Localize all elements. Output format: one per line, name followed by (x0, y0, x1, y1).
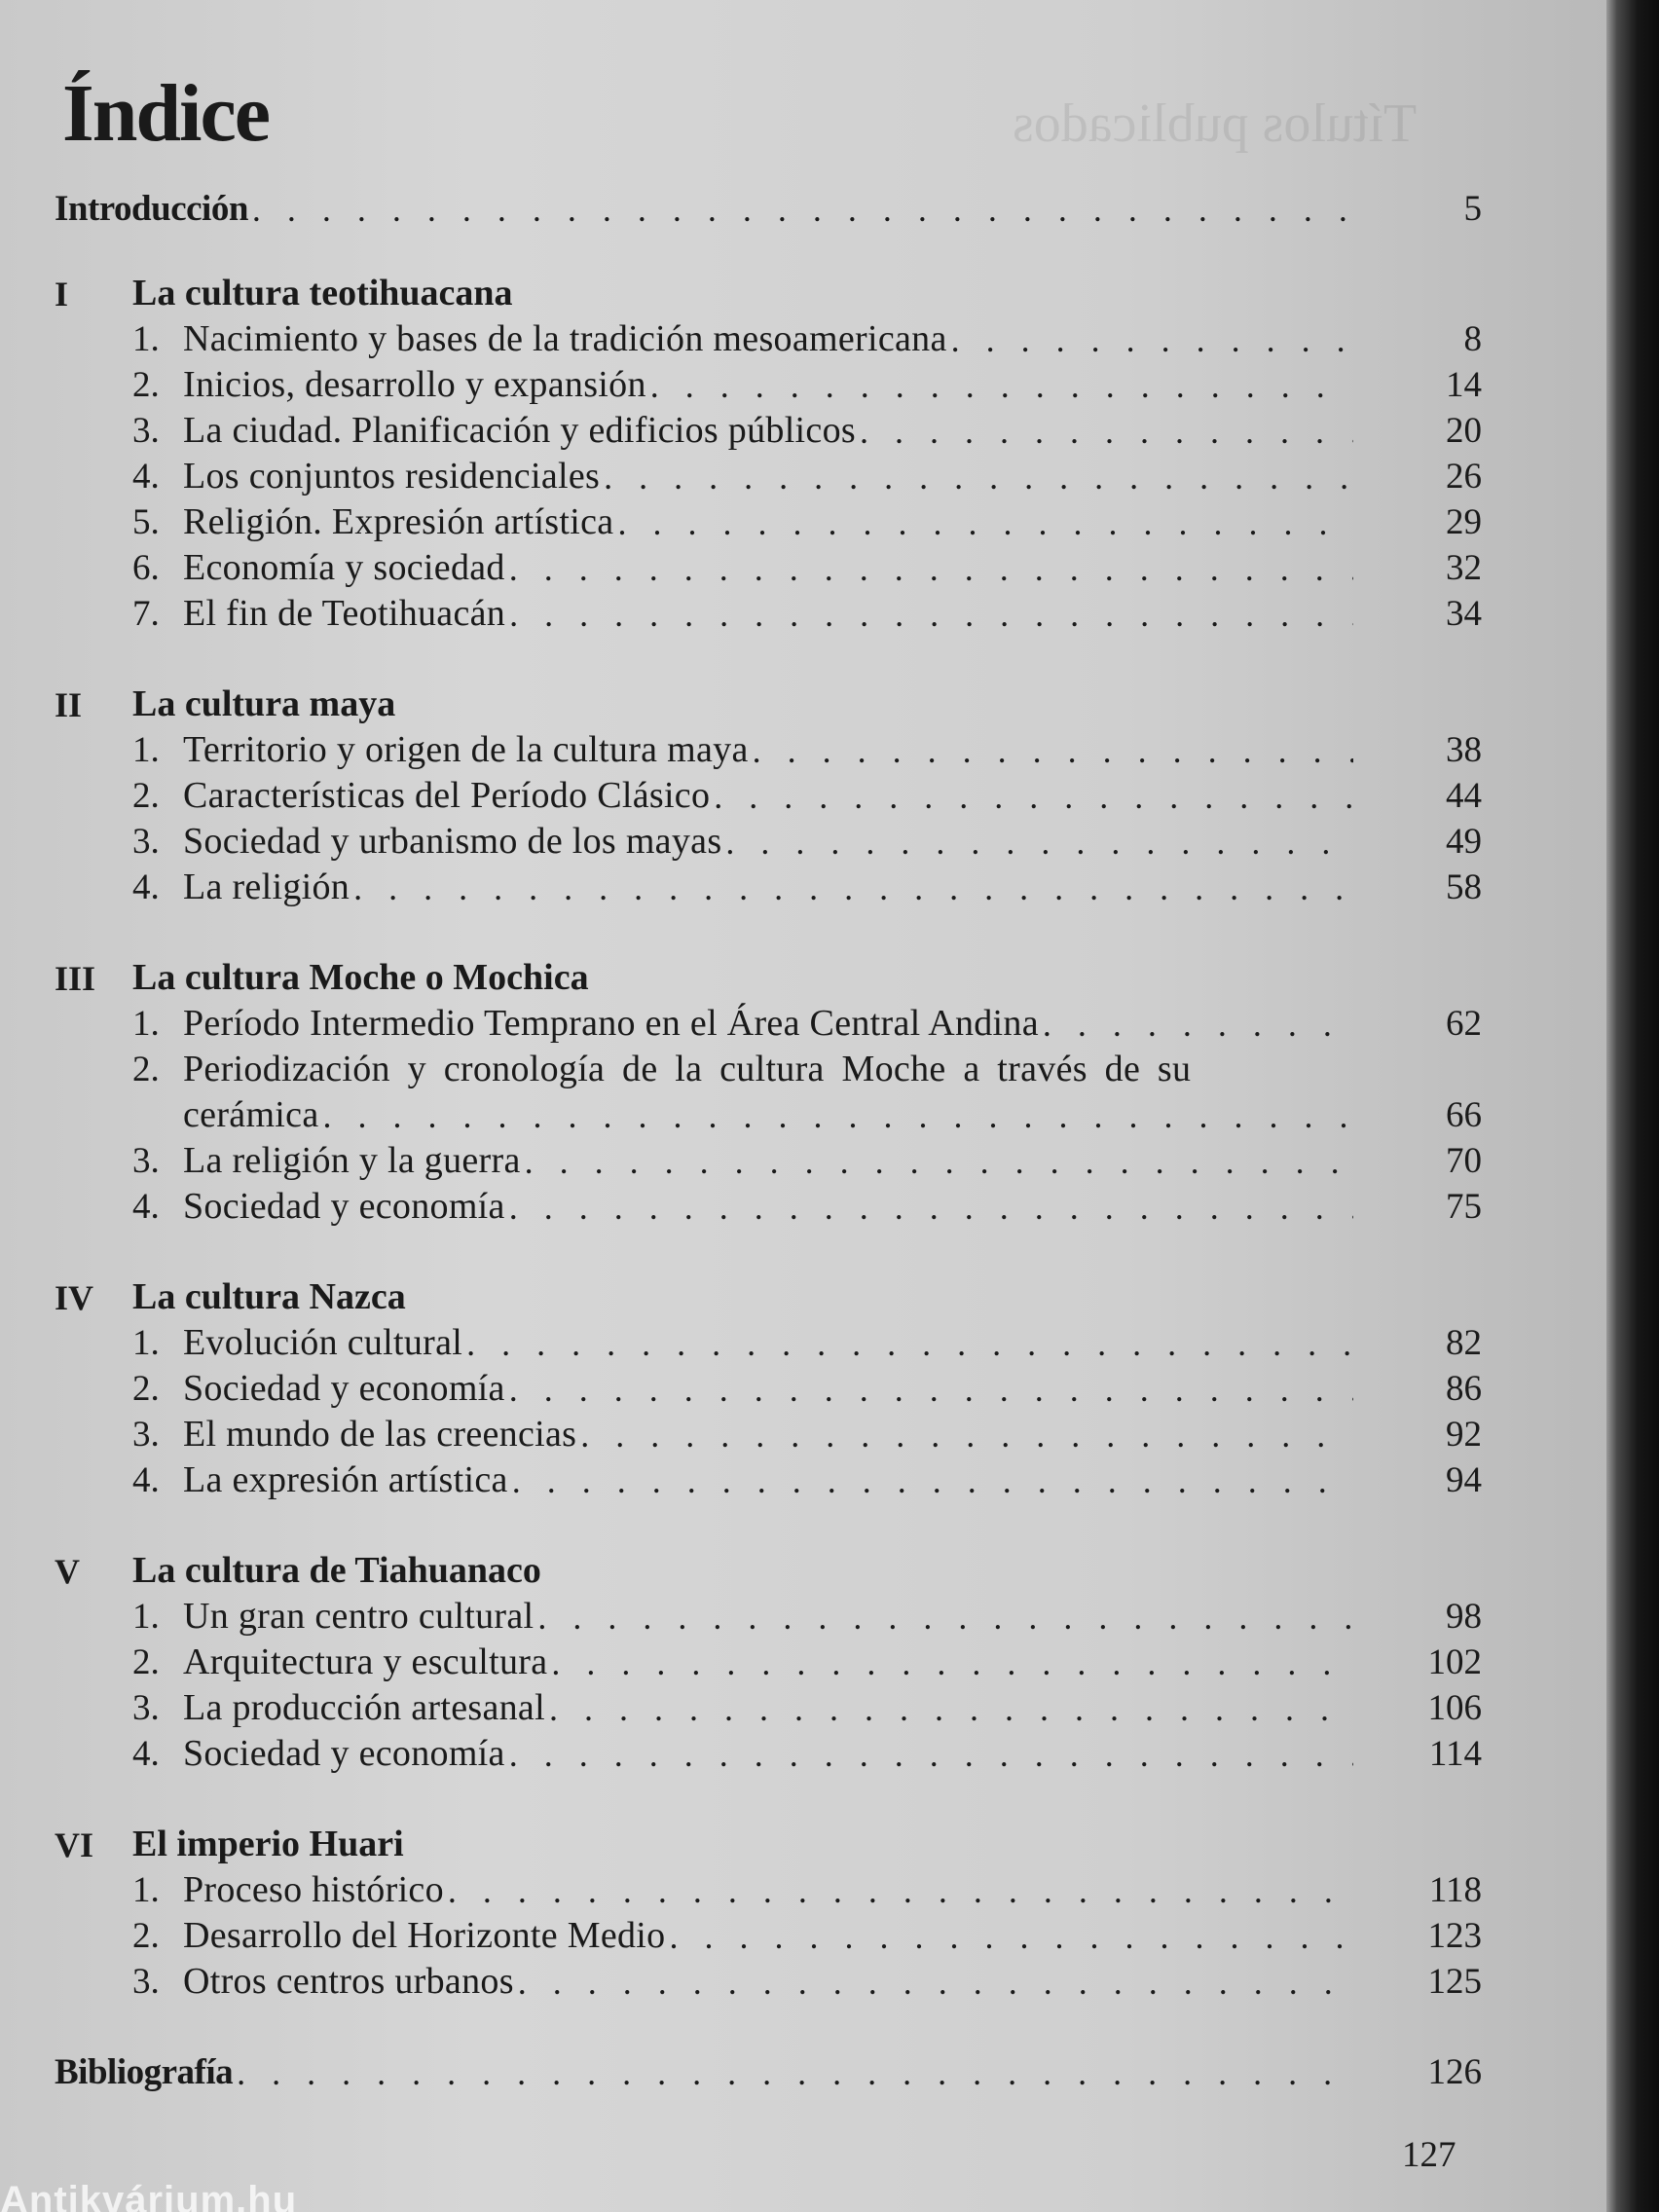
toc-entry (55, 1592, 1482, 1638)
entry-number: 1. (132, 730, 160, 770)
toc-entry (55, 1045, 1476, 1090)
entry-title: El mundo de las creencias (183, 1414, 577, 1455)
chapter-numeral: III (55, 959, 96, 998)
toc-entry (55, 999, 1482, 1045)
entry-title: La religión y la guerra (183, 1140, 521, 1181)
entry-title: Características del Período Clásico (183, 775, 711, 816)
entry-title: Período Intermedio Temprano en el Área Central Andina (183, 1003, 1039, 1044)
page-number: 86 (1446, 1369, 1482, 1409)
entry-number: 4. (132, 867, 160, 907)
page-number: 38 (1446, 730, 1482, 770)
entry-number: 3. (132, 1962, 160, 2002)
entry-number: 1. (132, 1870, 160, 1910)
entry-title: El fin de Teotihuacán (183, 593, 506, 634)
toc-entry (55, 1911, 1482, 1957)
entry-number: 6. (132, 548, 160, 588)
page-number: 123 (1427, 1916, 1482, 1956)
dot-leader (714, 776, 1353, 817)
entry-number: 3. (132, 1688, 160, 1728)
dot-leader (512, 1460, 1353, 1501)
chapter-numeral: V (55, 1552, 80, 1591)
toc-entry (55, 1957, 1482, 2003)
page-number: 66 (1446, 1095, 1482, 1135)
entry-title: Evolución cultural (183, 1322, 463, 1363)
bibliography-label: Bibliografía (55, 2052, 234, 2092)
toc-intro (55, 183, 1482, 230)
entry-title: Nacimiento y bases de la tradición mesoamericana (183, 318, 947, 359)
chapter-heading (55, 1272, 1476, 1318)
entry-number: 1. (132, 1323, 160, 1363)
entry-number: 4. (132, 457, 160, 497)
page-title: Índice (62, 68, 270, 159)
book-binding-edge (1606, 0, 1659, 2212)
dot-leader (951, 319, 1353, 360)
toc-entry (55, 725, 1482, 771)
page-number: 102 (1427, 1642, 1482, 1682)
dot-leader (604, 457, 1353, 498)
entry-title: Sociedad y economía (183, 1368, 505, 1409)
dot-leader (537, 1597, 1353, 1638)
chapter-title: La cultura teotihuacana (132, 273, 513, 313)
watermark: Antikvárium.hu (0, 2179, 298, 2212)
page-number: 94 (1446, 1460, 1482, 1500)
entry-number: 4. (132, 1734, 160, 1774)
dot-leader (753, 730, 1353, 771)
entry-title: La religión (183, 866, 350, 907)
table-of-contents (55, 183, 1482, 2093)
page-number: 34 (1446, 594, 1482, 634)
toc-bibliography (55, 2047, 1482, 2093)
page-number: 32 (1446, 548, 1482, 588)
dot-leader (525, 1141, 1353, 1182)
page-number: 106 (1427, 1688, 1482, 1728)
entry-title: La expresión artística (183, 1459, 508, 1500)
page-number: 62 (1446, 1004, 1482, 1044)
entry-number: 3. (132, 411, 160, 451)
entry-title: Religión. Expresión artística (183, 501, 614, 542)
toc-entry (55, 452, 1482, 498)
entry-title: Sociedad y economía (183, 1186, 505, 1227)
entry-title: Economía y sociedad (183, 547, 505, 588)
entry-number: 4. (132, 1460, 160, 1500)
entry-number: 3. (132, 1415, 160, 1455)
chapter-heading (55, 1820, 1476, 1865)
toc-entry (55, 498, 1482, 543)
entry-number: 1. (132, 1597, 160, 1637)
chapter-title: La cultura Moche o Mochica (132, 957, 589, 998)
chapter-title: El imperio Huari (132, 1824, 404, 1864)
entry-title: Proceso histórico (183, 1869, 444, 1910)
dot-leader (509, 1369, 1353, 1410)
dot-leader (551, 1642, 1353, 1683)
chapter-title: La cultura de Tiahuanaco (132, 1550, 541, 1591)
page-number: 98 (1446, 1597, 1482, 1637)
toc-entry (55, 817, 1482, 863)
page-number: 44 (1446, 776, 1482, 816)
entry-number: 2. (132, 1916, 160, 1956)
entry-number: 2. (132, 1369, 160, 1409)
entry-title: Territorio y origen de la cultura maya (183, 729, 749, 770)
entry-title: Arquitectura y escultura (183, 1641, 548, 1682)
page-number: 14 (1446, 365, 1482, 405)
dot-leader (580, 1415, 1353, 1456)
dot-leader (518, 1962, 1353, 2003)
toc-entry (55, 1729, 1482, 1775)
chapter-numeral: II (55, 685, 83, 724)
dot-leader (669, 1916, 1353, 1957)
dot-leader (860, 411, 1353, 452)
toc-entry (55, 1318, 1482, 1364)
entry-title-continuation: cerámica (183, 1094, 319, 1135)
entry-number: 2. (132, 1642, 160, 1682)
page-number: 125 (1427, 1962, 1482, 2002)
entry-title: Un gran centro cultural (183, 1596, 535, 1637)
toc-entry (55, 771, 1482, 817)
page-number: 92 (1446, 1415, 1482, 1455)
entry-title: La ciudad. Planificación y edificios públicos (183, 410, 856, 451)
toc-entry (55, 1182, 1482, 1228)
entry-number: 7. (132, 594, 160, 634)
page-number: 29 (1446, 502, 1482, 542)
entry-number: 3. (132, 1141, 160, 1181)
dot-leader (650, 365, 1353, 406)
entry-title: La producción artesanal (183, 1687, 545, 1728)
toc-entry-continuation (55, 1090, 1482, 1136)
dot-leader (252, 189, 1353, 230)
chapter-heading (55, 953, 1476, 999)
entry-title: Desarrollo del Horizonte Medio (183, 1915, 666, 1956)
dot-leader (1043, 1004, 1353, 1045)
dot-leader (549, 1688, 1353, 1729)
dot-leader (509, 1734, 1353, 1775)
page-number: 5 (1463, 189, 1482, 229)
dot-leader (617, 502, 1353, 543)
toc-entry (55, 1456, 1482, 1501)
chapter-numeral: I (55, 275, 69, 313)
toc-entry (55, 589, 1482, 635)
toc-entry (55, 1410, 1482, 1456)
chapter-heading (55, 680, 1476, 725)
entry-number: 2. (132, 365, 160, 405)
page-number: 26 (1446, 457, 1482, 497)
entry-title: Periodización y cronología de la cultura Moche a través de su (183, 1049, 1192, 1089)
chapter-numeral: VI (55, 1825, 94, 1864)
entry-title: Otros centros urbanos (183, 1961, 514, 2002)
page-number: 8 (1463, 319, 1482, 359)
entry-number: 1. (132, 319, 160, 359)
chapter-heading (55, 1546, 1476, 1592)
toc-entry (55, 406, 1482, 452)
page-number: 75 (1446, 1187, 1482, 1227)
dot-leader (509, 594, 1353, 635)
toc-entry (55, 1865, 1482, 1911)
page-number: 118 (1428, 1870, 1482, 1910)
toc-entry (55, 1683, 1482, 1729)
dot-leader (725, 822, 1353, 863)
entry-title: Los conjuntos residenciales (183, 456, 601, 497)
page-number: 114 (1428, 1734, 1482, 1774)
page-number: 20 (1446, 411, 1482, 451)
chapter-numeral: IV (55, 1278, 94, 1317)
toc-entry (55, 1364, 1482, 1410)
page-number: 126 (1427, 2052, 1482, 2092)
dot-leader (353, 867, 1353, 908)
toc-entry (55, 1638, 1482, 1683)
toc-entry (55, 314, 1482, 360)
dot-leader (448, 1870, 1353, 1911)
show-through-text: Títulos publicados (1013, 93, 1418, 154)
dot-leader (509, 1187, 1353, 1228)
entry-number: 2. (132, 776, 160, 816)
dot-leader (509, 548, 1353, 589)
entry-number: 4. (132, 1187, 160, 1227)
entry-title: Sociedad y urbanismo de los mayas (183, 821, 722, 862)
intro-label: Introducción (55, 189, 248, 229)
page-folio: 127 (1402, 2135, 1456, 2175)
toc-entry (55, 360, 1482, 406)
dot-leader (466, 1323, 1353, 1364)
page-number: 49 (1446, 822, 1482, 862)
chapter-title: La cultura maya (132, 683, 396, 724)
chapter-heading (55, 269, 1476, 314)
page-number: 58 (1446, 867, 1482, 907)
dot-leader (237, 2052, 1353, 2093)
toc-entry (55, 543, 1482, 589)
entry-number: 1. (132, 1004, 160, 1044)
dot-leader (323, 1095, 1353, 1136)
entry-title: Sociedad y economía (183, 1733, 505, 1774)
page-number: 82 (1446, 1323, 1482, 1363)
entry-title: Inicios, desarrollo y expansión (183, 364, 646, 405)
entry-number: 5. (132, 502, 160, 542)
page-number: 70 (1446, 1141, 1482, 1181)
entry-number: 3. (132, 822, 160, 862)
chapter-title: La cultura Nazca (132, 1276, 406, 1317)
toc-entry (55, 863, 1482, 908)
entry-number: 2. (132, 1050, 160, 1089)
toc-entry (55, 1136, 1482, 1182)
